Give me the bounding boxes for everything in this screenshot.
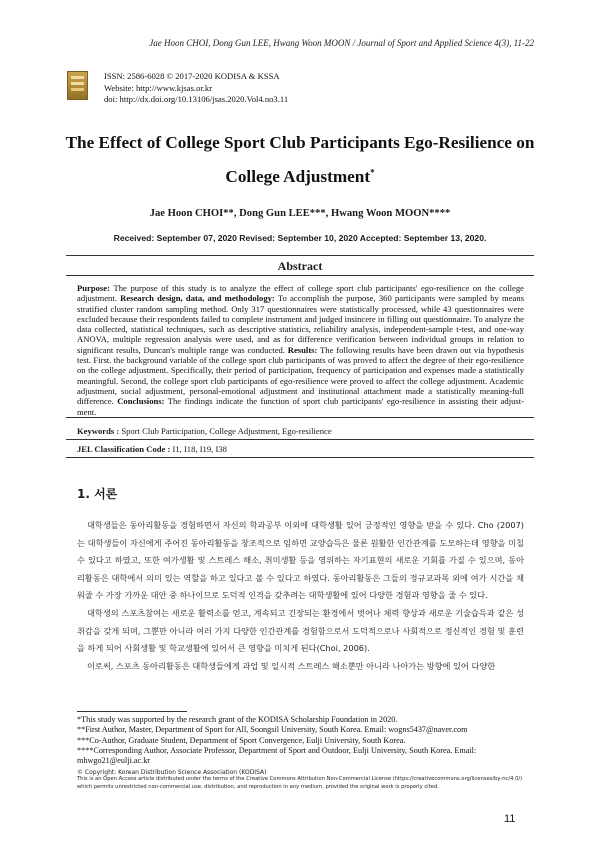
- page-number: 11: [504, 813, 516, 825]
- paragraph-3: 이로써, 스포츠 동아리활동은 대학생들에게 과업 및 일시적 스트레스 해소뿐만 아니라 나아가는 방향에 있어 다양한: [87, 660, 496, 671]
- abstract-heading: Abstract: [277, 259, 323, 273]
- doi-line[interactable]: doi: http://dx.doi.org/10.13106/jsas.2020.Vol4.no3.11: [104, 94, 289, 105]
- section-title: 1. 서론: [77, 487, 118, 501]
- submission-dates: Received: September 07, 2020 Revised: September 10, 2020 Accepted: September 13, 2020.: [113, 233, 487, 243]
- keywords-text: Sport Club Participation, College Adjustment, Ego-resilience: [119, 426, 332, 436]
- design-label: Research design, data, and methodology:: [120, 293, 275, 304]
- jel-text: I1, I18, I19, I38: [170, 444, 227, 454]
- conclusions-label: Conclusions:: [117, 396, 165, 407]
- jel-classification: [77, 444, 524, 454]
- jel-label: JEL Classification Code :: [77, 444, 171, 454]
- footnote-rule: [77, 711, 187, 712]
- footnote-4: ****Corresponding Author, Associate Professor, Department of Sport and Outdoor, Eulji University, South Korea. Email: mhwgo21@eulji.ac.kr: [77, 745, 477, 766]
- keywords-rule: [66, 439, 534, 440]
- title-footnote-marker: *: [370, 167, 375, 178]
- paper-title-text: College Adjustment: [225, 167, 371, 186]
- conclusions-text: The findings indicate the function of sport club participants' ego-resilience in assisting their adjust-ment.: [77, 396, 524, 417]
- journal-logo-icon: [67, 71, 88, 100]
- keywords: [77, 426, 524, 436]
- journal-info: [104, 71, 288, 106]
- paragraph-1: 대학생들은 동아리활동을 경험하면서 자신의 학과공부 이외에 대학생활 있어 긍정적인 영향을 받을 수 있다. Cho (2007)는 대학생들이 자신에게 주어진 동아리활동을 창조적으로 임하면 교양습득은 물론 원활한 인간관계를 도모하는데 영향을 미칠 수 있다고 하였고, 또한 여가생활 및 스트레스 해소, 취미생활 등을 영위하는 자기표현의 새로운 기회를 가질 수 있으며, 동아리활동은 대학에서 의미 있는 역할을 하고 있다고 볼 수 있다고 하였다. 동아리활동은 그들의 정규교과목 외에 여가 시간을 채워줄 수 가장 가까운 대안 중 하나이므로 도덕적 인격을 갖추려는 대학생활에 있어 다양한 경험과 영향을 줄 수 있다.: [77, 520, 524, 601]
- purpose-text: The purpose of this study is to analyze the effect of college sport club participants' ego-resilience on the college adjustment.: [77, 283, 524, 304]
- running-head: Jae Hoon CHOI, Dong Gun LEE, Hwang Woon MOON / Journal of Sport and Applied Science 4(3), 11-22: [149, 38, 534, 48]
- license-text: This is an Open Access article distributed under the terms of the Creative Commons Attribution Non-Commercial License (https://creativecommons.org/licenses/by-nc/4.0/) which permits unrestricted non-commercial use, distribution, and reproduction in any medium, provided the original work is properly cited.: [77, 776, 523, 790]
- footnote-2: **First Author, Master, Department of Sport for All, Soongsil University, South Korea. Email: wogns5437@naver.com: [77, 725, 468, 735]
- footnote-1: *This study was supported by the research grant of the KODISA Scholarship Foundation in 2020.: [77, 715, 398, 724]
- website-line[interactable]: Website: http://www.kjsas.or.kr: [104, 82, 213, 93]
- copyright-line: © Copyright: Korean Distribution Science Association (KODISA): [77, 769, 267, 776]
- results-text: The following results have been drawn out via hypothesis test. First. the background variable of the college sport club participants of was proved to affect the degree of their ego-resilience on the college adjustment. Specifically, their period of participation, frequency of participation and expenses made a statistically meaningful. Second, the college sport club participants of ego-resilience were proved to affect the college adjustment. Academic adjustment, social adjustment, personal-emotional adjustment and institutional attachment made a statistically meaning-full difference.: [77, 344, 524, 407]
- body-text: [77, 517, 524, 675]
- design-text: To accomplish the purpose, 360 participants were sampled by means stratified cluster random sampling method. Only 317 questionnaires were statistically processed, while 43 questionnaires were excluded because their respondents failed to complete instrument and judged insincere in filling out questionnaire. To analyze the data collected, statistical techniques, such as descriptive statistics, reliability analysis, independent-sample t-test, and one-way ANOVA, multiple regression analysis were used, and as for difference verification between individual groups in relation to significant results, Duncan's multiple range was conducted.: [77, 293, 524, 355]
- paper-title-line-2: [60, 167, 540, 187]
- paper-title-line-1: The Effect of College Sport Club Participants Ego-Resilience on: [65, 133, 535, 152]
- paragraph-2: 대학생의 스포츠참여는 새로운 활력소를 얻고, 계속되고 긴장되는 환경에서 벗어나 체력 향상과 새로운 기술습득과 같은 성취감을 갖게 되며, 그뿐만 아니라 여러 가지 다양한 인간관계를 경험함으로서 도덕적으로나 사회적으로 정신적인 경험 및 훈련을 하게 되어 사회생활 및 학교생활에 있어서 큰 영향을 미치게 된다(Choi, 2006).: [77, 607, 524, 654]
- authors: Jae Hoon CHOI**, Dong Gun LEE***, Hwang Woon MOON****: [149, 208, 451, 219]
- keywords-label: Keywords :: [77, 426, 120, 436]
- issn-line: ISSN: 2586-6028 © 2017-2020 KODISA & KSSA: [104, 71, 280, 81]
- abstract-heading-rule: [66, 275, 534, 276]
- footnotes: [77, 715, 524, 766]
- footnote-3: ***Co-Author, Graduate Student, Department of Sport Convergence, Eulji University, South Korea.: [77, 735, 406, 745]
- purpose-label: Purpose:: [77, 283, 110, 293]
- jel-rule: [66, 457, 534, 458]
- results-label: Results:: [287, 344, 318, 355]
- abstract-top-rule: [66, 255, 534, 256]
- abstract-body: [77, 283, 524, 417]
- abstract-bottom-rule: [66, 417, 534, 418]
- license-block: [77, 769, 527, 791]
